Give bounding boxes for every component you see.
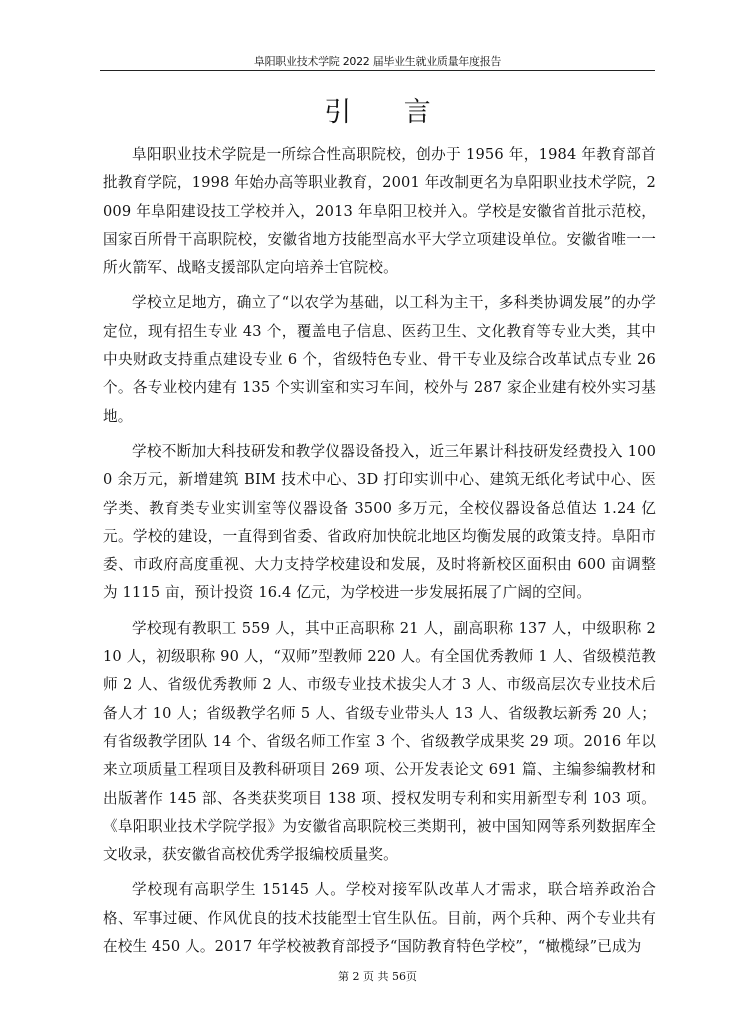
paragraph-5: 学校现有高职学生 15145 人。学校对接军队改革人才需求，联合培养政治合格、军事过硬、作风优良的技术技能型士官生队伍。目前，两个兵种、两个专业共有在校生 450 人。2017 年学校被教育部授予“国防教育特色学校”，“橄榄绿”已成为 bbox=[103, 881, 656, 956]
page-title: 引 言 bbox=[324, 97, 453, 128]
paragraph-3: 学校不断加大科技研发和教学仪器设备投入，近三年累计科技研发经费投入 1000 余万元，新增建筑 BIM 技术中心、3D 打印实训中心、建筑无纸化考试中心、医学类、教育类专业实训室等仪器设备 3500 多万元，全校仪器设备总值达 1.24 亿元。学校的建设，一直得到省委、省政府加快皖北地区均衡发展的政策支持。阜阳市委、市政府高度重视、大力支持学校建设和发展，及时将新校区面积由 600 亩调整为 1115 亩，预计投资 16.4 亿元，为学校进一步发展拓展了广阔的空间。 bbox=[103, 442, 656, 602]
running-header: 阜阳职业技术学院 2022 届毕业生就业质量年度报告 bbox=[253, 55, 502, 68]
paragraph-2: 学校立足地方，确立了“以农学为基础，以工科为主干，多科类协调发展”的办学定位，现有招生专业 43 个，覆盖电子信息、医药卫生、文化教育等专业大类，其中中央财政支持重点建设专业 6 个，省级特色专业、骨干专业及综合改革试点专业 26 个。各专业校内建有 135 个实训室和实习车间，校外与 287 家企业建有校外实习基地。 bbox=[103, 294, 656, 425]
page-number-footer: 第 2 页 共 56页 bbox=[338, 970, 417, 983]
header-divider bbox=[100, 70, 655, 71]
paragraph-4: 学校现有教职工 559 人，其中正高职称 21 人，副高职称 137 人，中级职称 210 人，初级职称 90 人，“双师”型教师 220 人。有全国优秀教师 1 人、省级模范教师 2 人、省级优秀教师 2 人、市级专业技术拔尖人才 3 人、市级高层次专业技术后备人才 10 人；省级教学名师 5 人、省级专业带头人 13 人、省级教坛新秀 20 人；有省级教学团队 14 个、省级名师工作室 3 个、省级教学成果奖 29 项。2016 年以来立项质量工程项目及教科研项目 269 项、公开发表论文 691 篇、主编参编教材和出版著作 145 部、各类获奖项目 138 项、授权发明专利和实用新型专利 103 项。《阜阳职业技术学院学报》为安徽省高职院校三类期刊，被中国知网等系列数据库全文收录，获安徽省高校优秀学报编校质量奖。 bbox=[103, 619, 656, 864]
paragraph-1: 阜阳职业技术学院是一所综合性高职院校，创办于 1956 年，1984 年教育部首批教育学院，1998 年始办高等职业教育，2001 年改制更名为阜阳职业技术学院，2009 年阜阳建设技工学校并入，2013 年阜阳卫校并入。学校是安徽省首批示范校，国家百所骨干高职院校，安徽省地方技能型高水平大学立项建设单位。安徽省唯一一所火箭军、战略支援部队定向培养士官院校。 bbox=[103, 146, 656, 277]
body-text bbox=[103, 141, 656, 968]
